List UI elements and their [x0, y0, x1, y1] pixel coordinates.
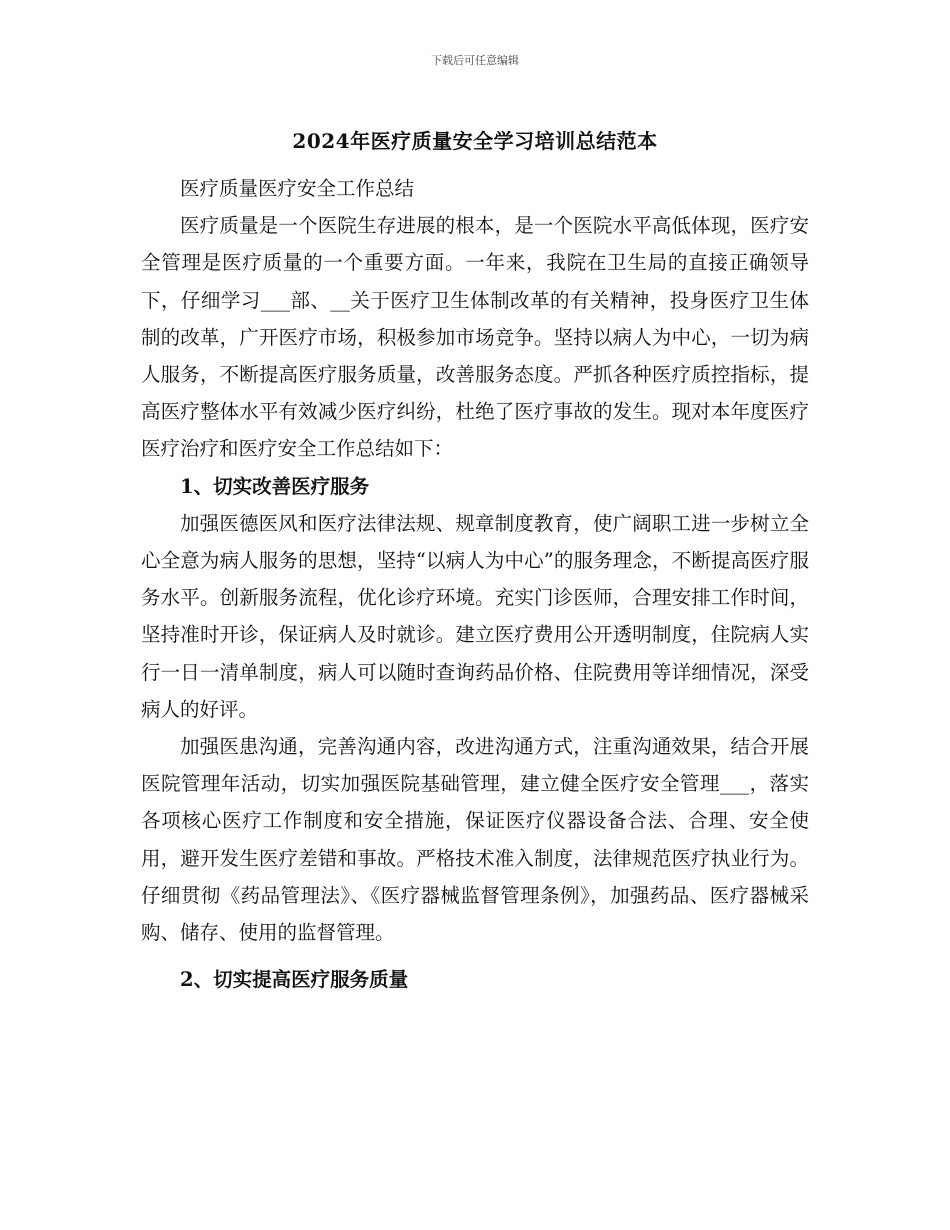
- section-1-heading: 1、切实改善医疗服务: [180, 474, 370, 498]
- section-2-heading: 2、切实提高医疗服务质量: [180, 968, 409, 992]
- document-title: 2024年医疗质量安全学习培训总结范本: [292, 129, 658, 153]
- page-header-note: 下载后可任意编辑: [431, 54, 519, 67]
- document-subtitle: 医疗质量医疗安全工作总结: [180, 177, 415, 200]
- section-1-paragraph-2: 加强医患沟通，完善沟通内容，改进沟通方式，注重沟通效果，结合开展医院管理年活动，切实加强医院基础管理，建立健全医疗安全管理___，落实各项核心医疗工作制度和安全措施，保证医疗仪器设备合法、合理、安全使用，避开发生医疗差错和事故。严格技术准入制度，法律规范医疗执业行为。仔细贯彻《药品管理法》、《医疗器械监督管理条例》，加强药品、医疗器械采购、储存、使用的监督管理。: [141, 735, 809, 945]
- section-1-paragraph-1: 加强医德医风和医疗法律法规、规章制度教育，使广阔职工进一步树立全心全意为病人服务的思想，坚持“以病人为中心”的服务理念，不断提高医疗服务水平。创新服务流程，优化诊疗环境。充实门诊医师，合理安排工作时间，坚持准时开诊，保证病人及时就诊。建立医疗费用公开透明制度，住院病人实行一日一清单制度，病人可以随时查询药品价格、住院费用等详细情况，深受病人的好评。: [141, 511, 809, 721]
- intro-paragraph: 医疗质量是一个医院生存进展的根本，是一个医院水平高低体现，医疗安全管理是医疗质量的一个重要方面。一年来，我院在卫生局的直接正确领导下，仔细学习___部、__关于医疗卫生体制改革的有关精神，投身医疗卫生体制的改革，广开医疗市场，积极参加市场竞争。坚持以病人为中心，一切为病人服务，不断提高医疗服务质量，改善服务态度。严抓各种医疗质控指标，提高医疗整体水平有效减少医疗纠纷，杜绝了医疗事故的发生。现对本年度医疗医疗治疗和医疗安全工作总结如下：: [141, 214, 809, 461]
- document-body: [141, 170, 809, 998]
